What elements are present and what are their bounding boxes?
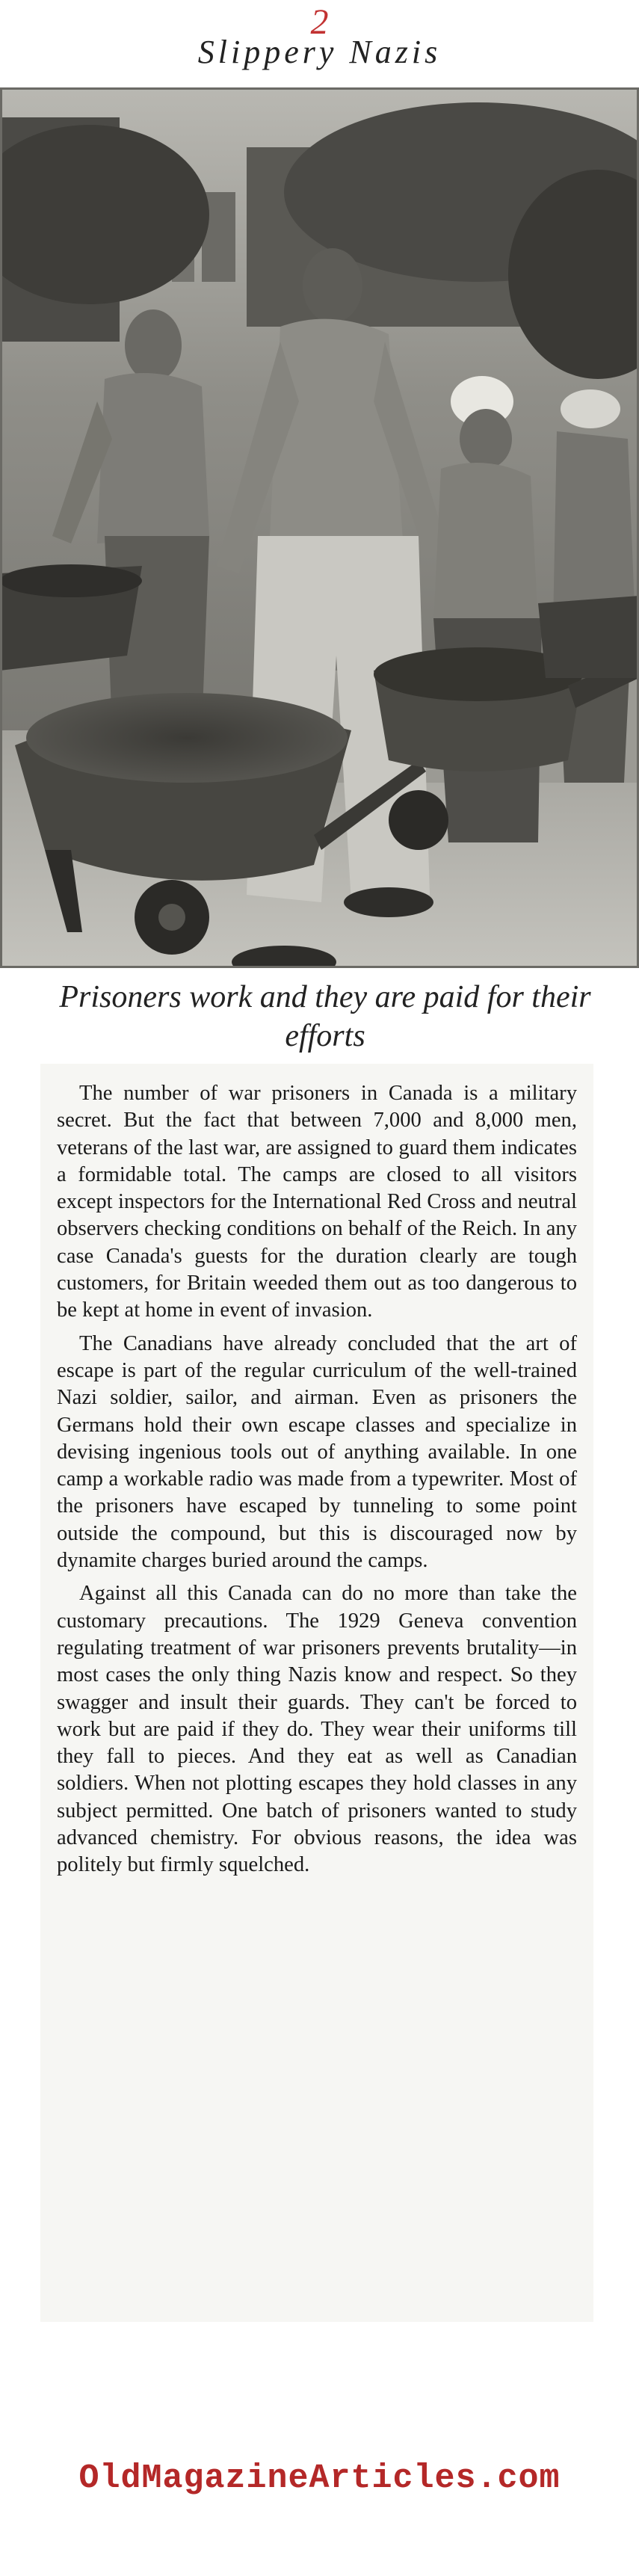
article-paragraph: The number of war prisoners in Canada is a military secret. But the fact that between 7,000 and 8,000 men, veterans of the last war, are assigned to guard them indicates a formidable total. The camps are closed to all visitors except inspectors for the International Red Cross and neutral observers checking conditions on behalf of the Reich. In any case Canada's guests for the duration clearly are tough customers, for Britain weeded them out as too dangerous to be kept at home in event of invasion. (57, 1082, 577, 1322)
site-watermark: OldMagazineArticles.com (78, 2459, 561, 2498)
article-photo (0, 87, 639, 968)
article-title: Slippery Nazis (197, 34, 442, 70)
article-paragraph: Against all this Canada can do no more than take the customary precautions. The 1929 Geneva convention regulating treatment of war prisoners prevents brutality—in most cases the only thing Nazis know and respect. So they swagger and insult their guards. They can't be forced to work but are paid if they do. They wear their uniforms till they fall to pieces. And they eat as well as Canadian soldiers. When not plotting escapes they hold classes in any subject permitted. One batch of prisoners wanted to study advanced chemistry. For obvious reasons, the idea was politely but firmly squelched. (57, 1582, 577, 1877)
article-body (40, 1064, 593, 2322)
prisoners-photo-illustration (0, 87, 639, 968)
photo-caption: Prisoners work and they are paid for their efforts (59, 980, 591, 1053)
page-number: 2 (310, 2, 329, 42)
article-paragraph: The Canadians have already concluded that the art of escape is part of the regular curriculum of the well-trained Nazi soldier, sailor, and airman. Even as prisoners the Germans hold their own escape classes and specialize in devising ingenious tools out of anything available. In one camp a workable radio was made from a typewriter. Most of the prisoners have escaped by tunneling to some point outside the compound, but this is discouraged now by dynamite charges buried around the camps. (57, 1331, 577, 1573)
